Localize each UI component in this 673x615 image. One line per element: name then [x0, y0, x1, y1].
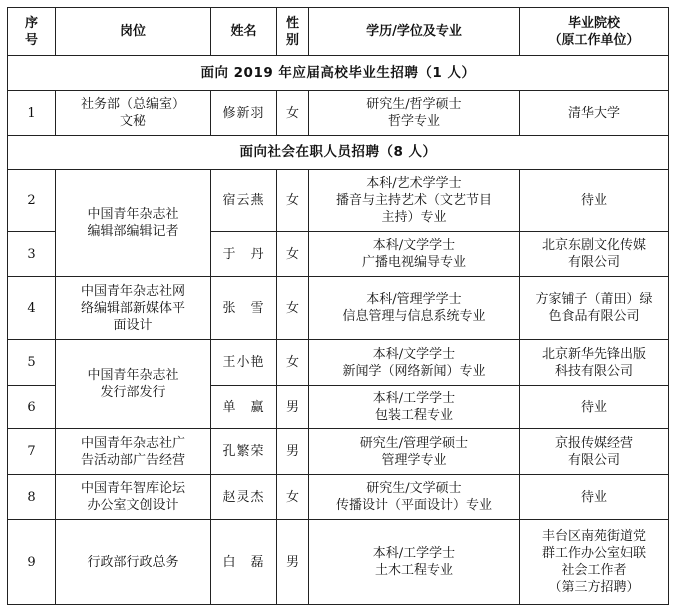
row-gender: 男: [277, 520, 309, 605]
row-gender: 女: [277, 170, 309, 232]
row-school: 待业: [520, 170, 669, 232]
row-education: 研究生/哲学硕士 哲学专业: [309, 91, 520, 136]
section-row-graduates: [8, 56, 669, 91]
row-school: 待业: [520, 386, 669, 429]
header-school: 毕业院校 （原工作单位）: [520, 8, 669, 56]
row-seq: 6: [8, 386, 56, 429]
header-gender: 性 别: [277, 8, 309, 56]
row-name: 单 赢: [211, 386, 277, 429]
row-gender: 女: [277, 232, 309, 277]
row-education: 本科/文学学士 新闻学（网络新闻）专业: [309, 340, 520, 386]
table-row: [8, 340, 669, 386]
row-education: 本科/艺术学学士 播音与主持艺术（文艺节目 主持）专业: [309, 170, 520, 232]
header-row: [8, 8, 669, 56]
row-seq: 7: [8, 429, 56, 475]
row-education: 本科/文学学士 广播电视编导专业: [309, 232, 520, 277]
row-school: 京报传媒经营 有限公司: [520, 429, 669, 475]
row-seq: 3: [8, 232, 56, 277]
row-name: 宿云燕: [211, 170, 277, 232]
row-seq: 5: [8, 340, 56, 386]
row-name: 修新羽: [211, 91, 277, 136]
row-name: 白 磊: [211, 520, 277, 605]
row-seq: 2: [8, 170, 56, 232]
row-seq: 8: [8, 475, 56, 520]
row-school: 待业: [520, 475, 669, 520]
row-school: 北京新华先锋出版 科技有限公司: [520, 340, 669, 386]
row-gender: 男: [277, 429, 309, 475]
row-school: 清华大学: [520, 91, 669, 136]
row-seq: 9: [8, 520, 56, 605]
row-seq: 1: [8, 91, 56, 136]
row-name: 于 丹: [211, 232, 277, 277]
header-name: 姓名: [211, 8, 277, 56]
row-gender: 女: [277, 277, 309, 340]
row-school: 方家铺子（莆田）绿 色食品有限公司: [520, 277, 669, 340]
row-education: 本科/工学学士 土木工程专业: [309, 520, 520, 605]
header-education: 学历/学位及专业: [309, 8, 520, 56]
row-education: 研究生/文学硕士 传播设计（平面设计）专业: [309, 475, 520, 520]
row-position: 社务部（总编室） 文秘: [56, 91, 211, 136]
header-seq: 序 号: [8, 8, 56, 56]
row-name: 王小艳: [211, 340, 277, 386]
row-seq: 4: [8, 277, 56, 340]
row-education: 本科/管理学学士 信息管理与信息系统专业: [309, 277, 520, 340]
table-row: [8, 170, 669, 232]
header-position: 岗位: [56, 8, 211, 56]
row-position: 中国青年杂志社网 络编辑部新媒体平 面设计: [56, 277, 211, 340]
row-position: 中国青年杂志社 发行部发行: [56, 340, 211, 429]
row-position: 行政部行政总务: [56, 520, 211, 605]
row-school: 丰台区南苑街道党 群工作办公室妇联 社会工作者 （第三方招聘）: [520, 520, 669, 605]
row-school: 北京东剧文化传媒 有限公司: [520, 232, 669, 277]
row-name: 赵灵杰: [211, 475, 277, 520]
row-education: 本科/工学学士 包装工程专业: [309, 386, 520, 429]
recruitment-table: [7, 7, 669, 605]
row-position: 中国青年杂志社广 告活动部广告经营: [56, 429, 211, 475]
section-row-social: [8, 136, 669, 170]
row-gender: 男: [277, 386, 309, 429]
table-row: [8, 520, 669, 605]
row-position: 中国青年智库论坛 办公室文创设计: [56, 475, 211, 520]
row-gender: 女: [277, 91, 309, 136]
row-name: 张 雪: [211, 277, 277, 340]
row-gender: 女: [277, 475, 309, 520]
row-education: 研究生/管理学硕士 管理学专业: [309, 429, 520, 475]
table-row: [8, 91, 669, 136]
section-title-social: 面向社会在职人员招聘（8 人）: [8, 136, 669, 170]
section-title-graduates: 面向 2019 年应届高校毕业生招聘（1 人）: [8, 56, 669, 91]
row-name: 孔繁荣: [211, 429, 277, 475]
row-gender: 女: [277, 340, 309, 386]
table-row: [8, 277, 669, 340]
table-row: [8, 429, 669, 475]
table-row: [8, 475, 669, 520]
row-position: 中国青年杂志社 编辑部编辑记者: [56, 170, 211, 277]
